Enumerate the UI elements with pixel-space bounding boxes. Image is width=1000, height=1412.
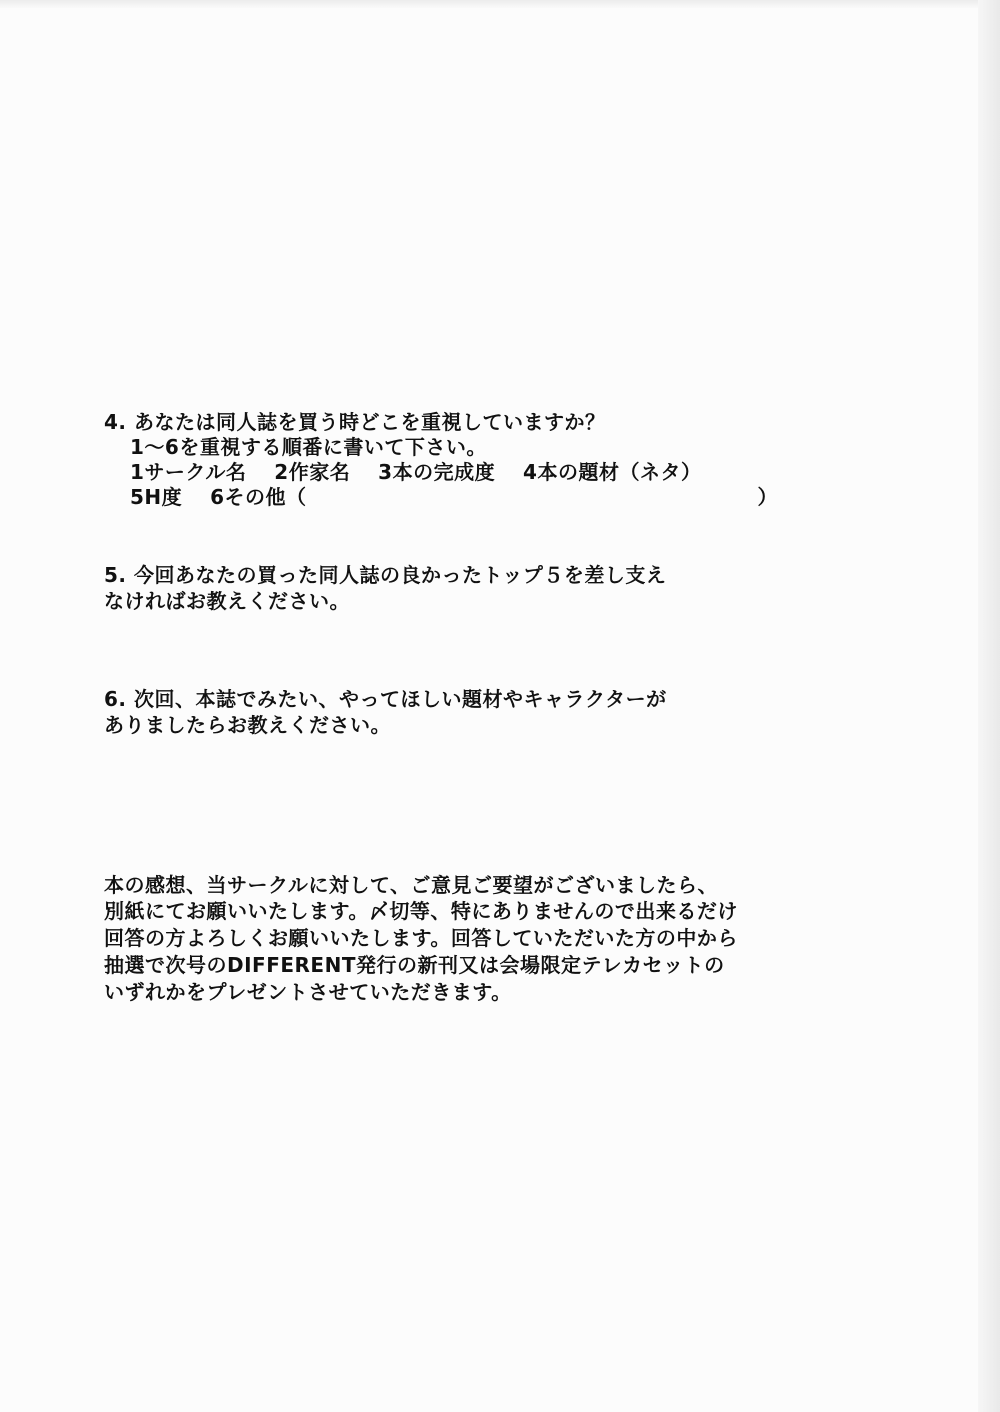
scan-edge-top [0,0,1000,8]
question-4-instruction: 1～6を重視する順番に書いて下さい。 [130,435,487,459]
question-5-title: 5. 今回あなたの買った同人誌の良かったトップ５を差し支え [104,563,667,587]
scan-edge-right [978,0,1000,1412]
question-4-options-row-2: 5H度 6その他（ ） [130,485,779,509]
closing-message-line: 回答の方よろしくお願いいたします。回答していただいた方の中から [104,926,738,950]
question-6-title-cont: ありましたらお教えください。 [104,713,391,737]
closing-message-line: いずれかをプレゼントさせていただきます。 [104,980,512,1004]
question-4-title: 4. あなたは同人誌を買う時どこを重視していますか？ [104,410,606,434]
question-6-title: 6. 次回、本誌でみたい、やってほしい題材やキャラクターが [104,687,667,711]
closing-message-line: 本の感想、当サークルに対して、ご意見ご要望がございましたら、 [104,873,718,897]
closing-message-line: 別紙にてお願いいたします。〆切等、特にありませんので出来るだけ [104,899,738,923]
question-5-title-cont: なければお教えください。 [104,589,350,613]
question-4-options-row-1: 1サークル名 2作家名 3本の完成度 4本の題材（ネタ） [130,460,702,484]
closing-message-line: 抽選で次号のDIFFERENT発行の新刊又は会場限定テレカセットの [104,953,725,977]
